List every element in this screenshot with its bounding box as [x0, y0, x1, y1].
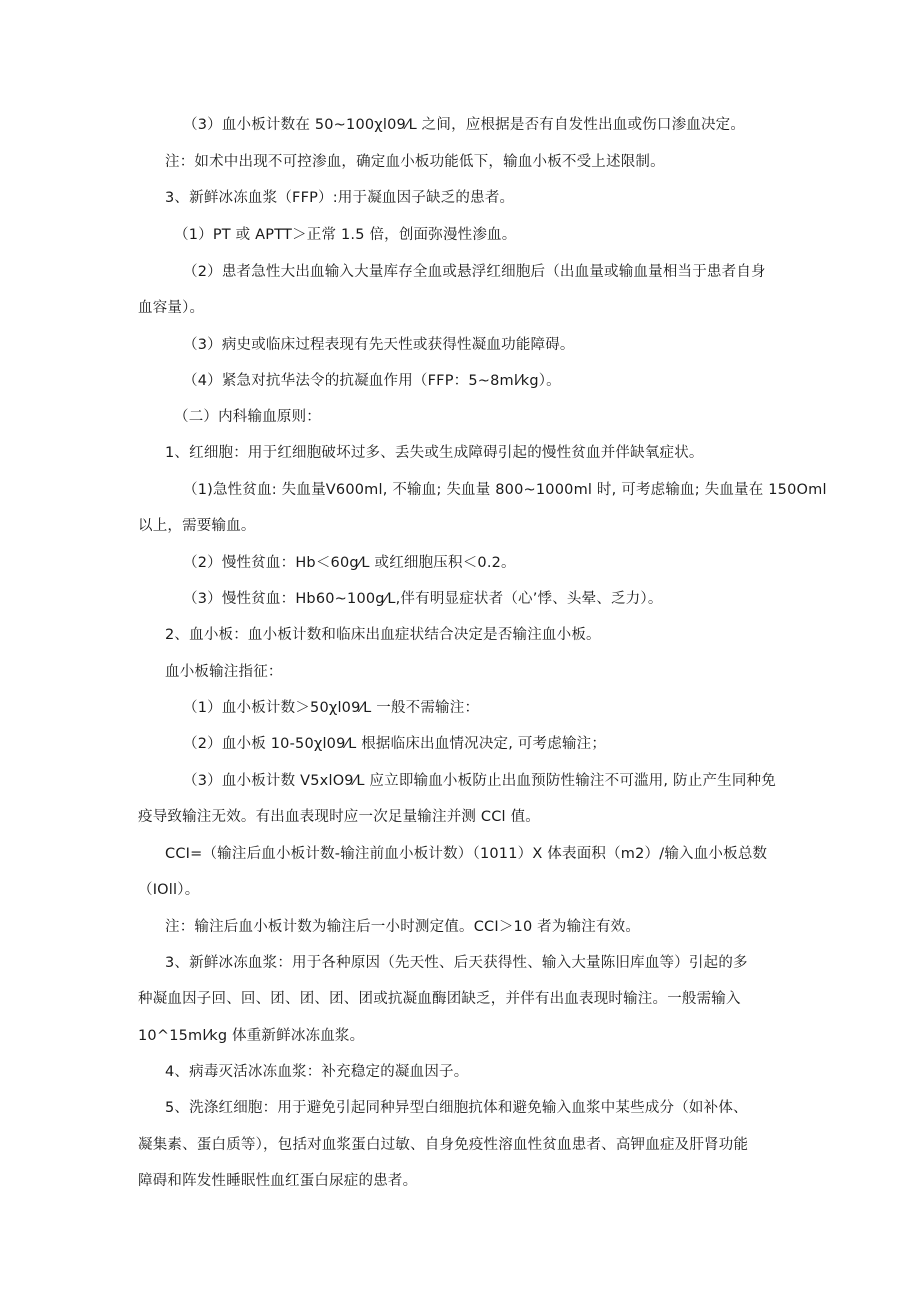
text-line: （1）PT 或 APTT＞正常 1.5 倍，创面弥漫性渗血。: [174, 227, 517, 243]
text-line: 1、红细胞：用于红细胞破坏过多、丢失或生成障碍引起的慢性贫血并伴缺氧症状。: [165, 445, 704, 461]
text-line: （3）血小板计数 V5xlO9⁄L 应立即输血小板防止出血预防性输注不可滥用, 防止产生同种免: [183, 773, 776, 789]
text-line: （1）血小板计数＞50χl09⁄L 一般不需输注：: [183, 700, 480, 716]
text-line: （3）慢性贫血：Hb60~100g⁄L,伴有明显症状者（心’悸、头晕、乏力）。: [183, 591, 663, 607]
text-line: CCI=（输注后血小板计数-输注前血小板计数）（1011）X 体表面积（m2）/输入血小板总数: [165, 846, 768, 862]
text-line: （3）血小板计数在 50~100χl09⁄L 之间，应根据是否有自发性出血或伤口渗血决定。: [183, 117, 746, 133]
text-line: 5、洗涤红细胞：用于避免引起同种异型白细胞抗体和避免输入血浆中某些成分（如补体、: [165, 1100, 748, 1116]
text-line: （IOll）。: [138, 882, 200, 898]
text-line: 注：输注后血小板计数为输注后一小时测定值。CCI＞10 者为输注有效。: [165, 919, 641, 935]
text-line: 种凝血因子回、回、团、团、团、团或抗凝血酶团缺乏，并伴有出血表现时输注。一般需输入: [138, 991, 741, 1007]
text-line: 血小板输注指征：: [165, 664, 283, 680]
text-line: （2）患者急性大出血输入大量库存全血或悬浮红细胞后（出血量或输血量相当于患者自身: [183, 264, 766, 280]
text-line: 4、病毒灭活冰冻血浆：补充稳定的凝血因子。: [165, 1064, 469, 1080]
text-line: （4）紧急对抗华法令的抗凝血作用（FFP：5~8ml⁄kg）。: [183, 373, 561, 389]
text-line: 疫导致输注无效。有出血表现时应一次足量输注并测 CCl 值。: [138, 809, 540, 825]
text-line: （3）病史或临床过程表现有先天性或获得性凝血功能障碍。: [183, 337, 575, 353]
text-line: （2）慢性贫血：Hb＜60g⁄L 或红细胞压积＜0.2。: [183, 555, 516, 571]
text-line: 10^15ml⁄kg 体重新鲜冰冻血浆。: [138, 1028, 365, 1044]
text-line: 血容量）。: [138, 300, 205, 316]
text-line: 注：如术中出现不可控渗血，确定血小板功能低下，输血小板不受上述限制。: [165, 154, 665, 170]
text-line: 以上，需要输血。: [138, 518, 256, 534]
text-line: 3、新鲜冰冻血浆：用于各种原因（先天性、后天获得性、输入大量陈旧库血等）引起的多: [165, 955, 748, 971]
text-line: 3、新鲜冰冻血浆（FFP）:用于凝血因子缺乏的患者。: [165, 190, 515, 206]
text-line: 2、血小板：血小板计数和临床出血症状结合决定是否输注血小板。: [165, 627, 601, 643]
text-line: 凝集素、蛋白质等），包括对血浆蛋白过敏、自身免疫性溶血性贫血患者、高钾血症及肝肾功能: [138, 1137, 749, 1153]
text-line: （二）内科输血原则：: [174, 409, 321, 425]
text-line: 障碍和阵发性睡眠性血红蛋白尿症的患者。: [138, 1173, 418, 1189]
text-line: （2）血小板 10-50χl09⁄L 根据临床出血情况决定, 可考虑输注；: [183, 736, 607, 752]
text-line: （1)急性贫血: 失血量V600ml, 不输血; 失血量 800~1000ml 时, 可考虑输血; 失血量在 150Oml: [183, 482, 827, 498]
